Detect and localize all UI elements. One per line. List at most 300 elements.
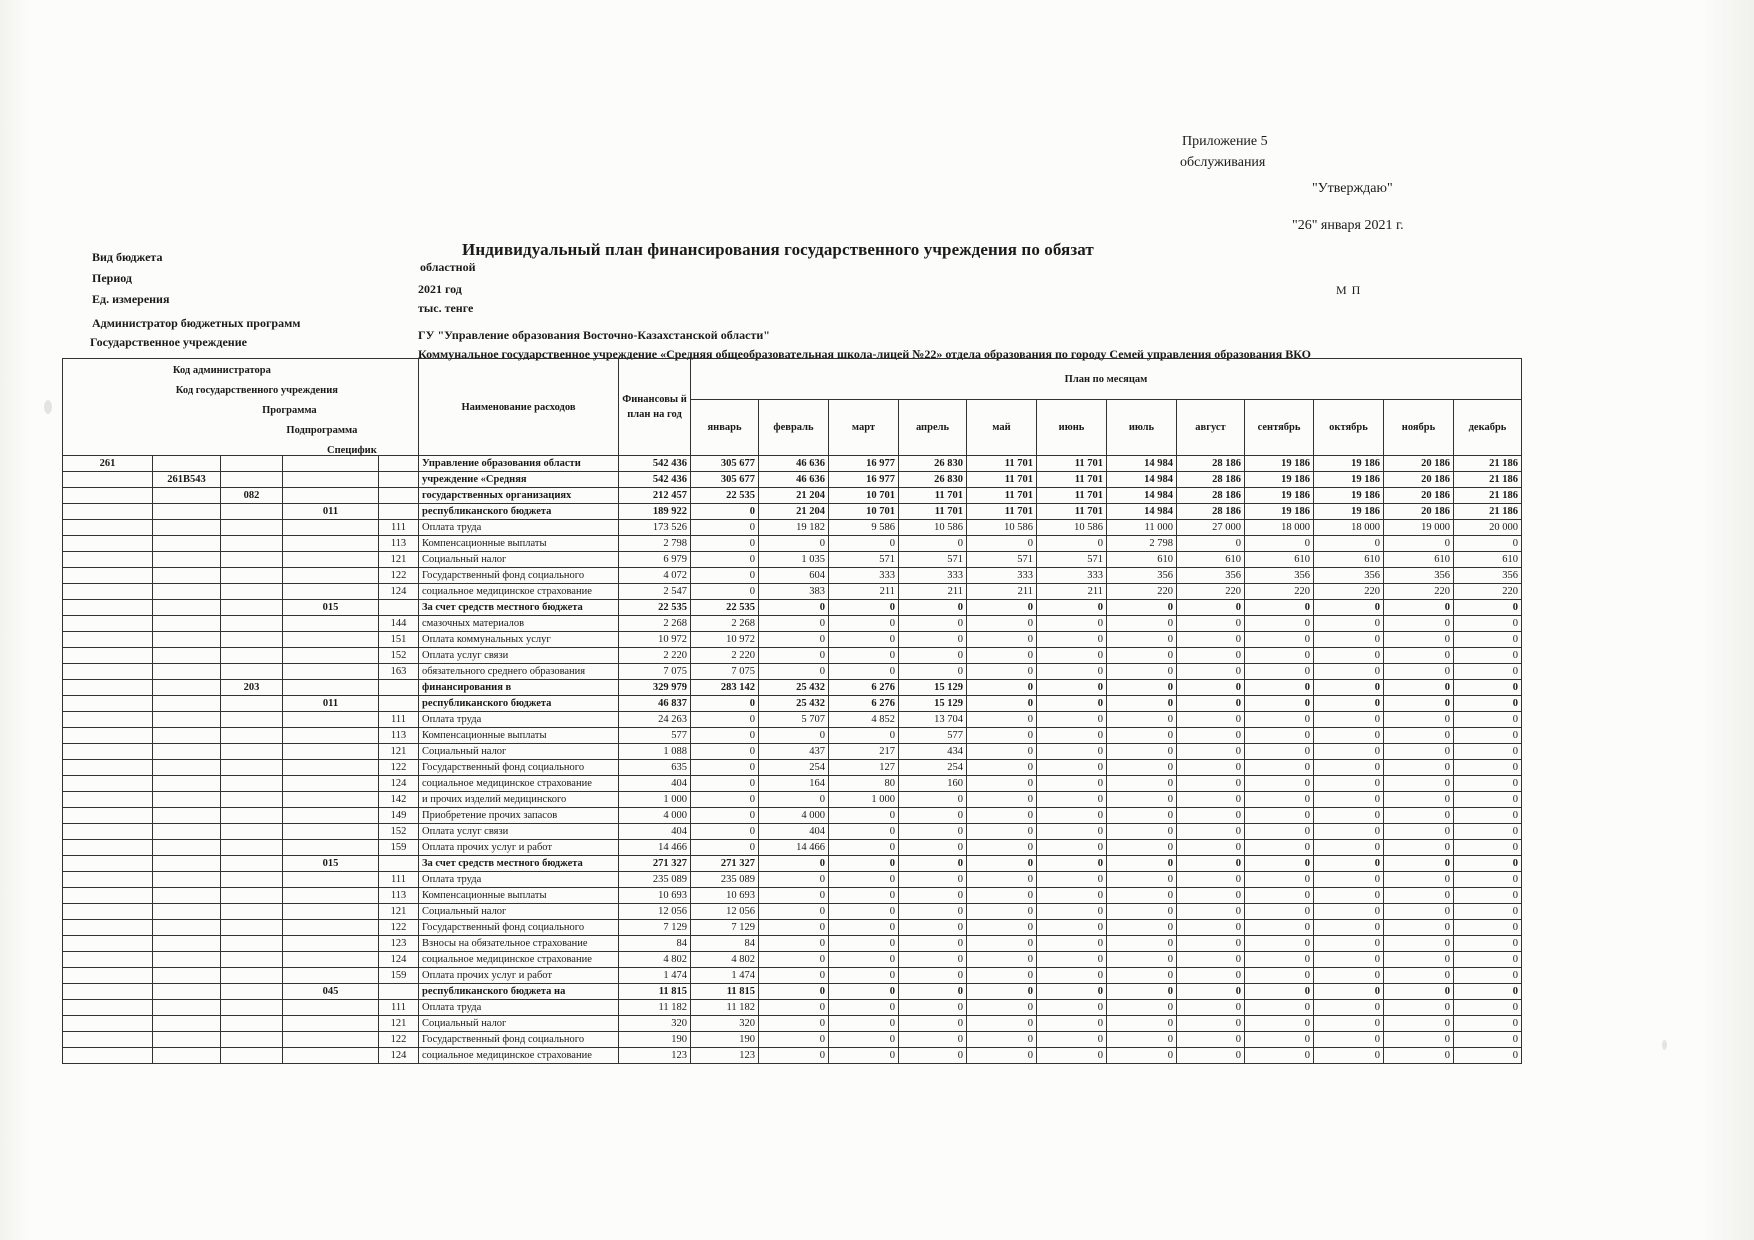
- month-value-cell: 19 186: [1245, 504, 1314, 520]
- month-value-cell: 2 220: [691, 648, 759, 664]
- month-value-cell: 0: [1177, 888, 1245, 904]
- month-value-cell: 0: [1245, 920, 1314, 936]
- table-row: [63, 808, 1522, 824]
- month-value-cell: 0: [1314, 888, 1384, 904]
- table-row: [63, 712, 1522, 728]
- expense-name-cell: Управление образования области: [419, 456, 619, 472]
- code-admin-cell: [63, 760, 153, 776]
- table-row: [63, 1048, 1522, 1064]
- subprogram-cell: [283, 920, 379, 936]
- month-header: февраль: [759, 400, 829, 456]
- table-row: [63, 632, 1522, 648]
- month-value-cell: 5 707: [759, 712, 829, 728]
- table-row: [63, 584, 1522, 600]
- month-value-cell: 0: [691, 536, 759, 552]
- annual-plan-cell: 2 268: [619, 616, 691, 632]
- month-value-cell: 4 852: [829, 712, 899, 728]
- subprogram-cell: [283, 904, 379, 920]
- month-value-cell: 0: [1454, 872, 1522, 888]
- month-value-cell: 0: [1107, 824, 1177, 840]
- specific-cell: [379, 856, 419, 872]
- program-cell: [221, 472, 283, 488]
- code-admin-cell: [63, 1032, 153, 1048]
- month-value-cell: 0: [1314, 1048, 1384, 1064]
- month-value-cell: 0: [1245, 648, 1314, 664]
- specific-cell: 142: [379, 792, 419, 808]
- month-value-cell: 0: [759, 904, 829, 920]
- month-value-cell: 0: [1245, 1000, 1314, 1016]
- month-value-cell: 4 000: [759, 808, 829, 824]
- annual-plan-cell: 2 798: [619, 536, 691, 552]
- program-cell: 082: [221, 488, 283, 504]
- annual-plan-cell: 22 535: [619, 600, 691, 616]
- month-value-cell: 12 056: [691, 904, 759, 920]
- month-value-cell: 333: [1037, 568, 1107, 584]
- code-institution-cell: [153, 920, 221, 936]
- month-value-cell: 0: [691, 728, 759, 744]
- month-value-cell: 437: [759, 744, 829, 760]
- program-cell: [221, 744, 283, 760]
- month-value-cell: 254: [759, 760, 829, 776]
- code-admin-cell: [63, 712, 153, 728]
- subprogram-cell: [283, 584, 379, 600]
- month-value-cell: 0: [1384, 760, 1454, 776]
- expense-name-cell: обязательного среднего образования: [419, 664, 619, 680]
- program-cell: [221, 856, 283, 872]
- specific-cell: [379, 456, 419, 472]
- month-value-cell: 26 830: [899, 472, 967, 488]
- code-institution-cell: [153, 1016, 221, 1032]
- month-value-cell: 0: [1177, 664, 1245, 680]
- specific-cell: 151: [379, 632, 419, 648]
- code-institution-cell: [153, 680, 221, 696]
- month-value-cell: 0: [1107, 648, 1177, 664]
- month-header: май: [967, 400, 1037, 456]
- month-value-cell: 0: [1384, 984, 1454, 1000]
- table-row: [63, 1000, 1522, 1016]
- month-value-cell: 0: [1245, 744, 1314, 760]
- meta-label-institution: Государственное учреждение: [90, 335, 247, 349]
- month-value-cell: 46 636: [759, 456, 829, 472]
- month-value-cell: 11 000: [1107, 520, 1177, 536]
- code-admin-cell: [63, 1048, 153, 1064]
- code-institution-cell: [153, 1000, 221, 1016]
- code-institution-cell: 261B543: [153, 472, 221, 488]
- month-value-cell: 0: [1037, 648, 1107, 664]
- month-value-cell: 0: [967, 792, 1037, 808]
- month-value-cell: 0: [1245, 632, 1314, 648]
- month-value-cell: 0: [759, 600, 829, 616]
- program-cell: [221, 568, 283, 584]
- financing-plan-table: [62, 358, 1522, 1064]
- annual-plan-cell: 10 693: [619, 888, 691, 904]
- expense-name-cell: Приобретение прочих запасов: [419, 808, 619, 824]
- program-cell: [221, 888, 283, 904]
- code-institution-cell: [153, 456, 221, 472]
- subprogram-cell: [283, 760, 379, 776]
- expense-name-cell: Государственный фонд социального: [419, 920, 619, 936]
- code-institution-cell: [153, 984, 221, 1000]
- program-header: Программа: [262, 405, 317, 416]
- month-value-cell: 235 089: [691, 872, 759, 888]
- code-institution-cell: [153, 536, 221, 552]
- specific-cell: [379, 696, 419, 712]
- meta-label-administrator: Администратор бюджетных программ: [92, 316, 301, 330]
- code-institution-cell: [153, 904, 221, 920]
- table-row: [63, 856, 1522, 872]
- month-value-cell: 0: [1384, 664, 1454, 680]
- code-institution-cell: [153, 520, 221, 536]
- month-value-cell: 0: [1107, 984, 1177, 1000]
- month-value-cell: 0: [967, 648, 1037, 664]
- month-value-cell: 15 129: [899, 680, 967, 696]
- month-value-cell: 0: [759, 1048, 829, 1064]
- month-value-cell: 0: [1314, 680, 1384, 696]
- month-value-cell: 0: [1384, 888, 1454, 904]
- table-row: [63, 968, 1522, 984]
- month-value-cell: 0: [1384, 728, 1454, 744]
- month-value-cell: 0: [1037, 904, 1107, 920]
- month-value-cell: 19 186: [1314, 504, 1384, 520]
- month-value-cell: 0: [899, 1032, 967, 1048]
- month-value-cell: 10 586: [1037, 520, 1107, 536]
- annual-plan-cell: 1 474: [619, 968, 691, 984]
- month-value-cell: 0: [899, 856, 967, 872]
- month-value-cell: 0: [829, 840, 899, 856]
- month-value-cell: 0: [967, 968, 1037, 984]
- month-value-cell: 0: [1037, 936, 1107, 952]
- specific-cell: 124: [379, 584, 419, 600]
- month-value-cell: 11 701: [967, 504, 1037, 520]
- month-value-cell: 0: [759, 1000, 829, 1016]
- month-value-cell: 18 000: [1314, 520, 1384, 536]
- month-value-cell: 0: [1107, 1000, 1177, 1016]
- month-value-cell: 0: [899, 632, 967, 648]
- month-value-cell: 356: [1245, 568, 1314, 584]
- month-value-cell: 0: [899, 664, 967, 680]
- month-value-cell: 0: [1384, 680, 1454, 696]
- month-value-cell: 434: [899, 744, 967, 760]
- month-value-cell: 0: [1454, 536, 1522, 552]
- month-value-cell: 0: [759, 728, 829, 744]
- month-value-cell: 0: [1454, 1016, 1522, 1032]
- month-value-cell: 28 186: [1177, 472, 1245, 488]
- code-institution-cell: [153, 936, 221, 952]
- code-admin-cell: 261: [63, 456, 153, 472]
- month-value-cell: 217: [829, 744, 899, 760]
- month-value-cell: 0: [967, 728, 1037, 744]
- table-row: [63, 888, 1522, 904]
- expense-name-cell: Социальный налог: [419, 1016, 619, 1032]
- month-value-cell: 0: [691, 792, 759, 808]
- specific-cell: 124: [379, 952, 419, 968]
- code-institution-cell: [153, 840, 221, 856]
- month-value-cell: 0: [759, 888, 829, 904]
- annual-plan-cell: 577: [619, 728, 691, 744]
- program-cell: [221, 1000, 283, 1016]
- month-value-cell: 0: [1454, 904, 1522, 920]
- month-value-cell: 220: [1454, 584, 1522, 600]
- annual-plan-cell: 7 075: [619, 664, 691, 680]
- annual-plan-cell: 11 815: [619, 984, 691, 1000]
- month-value-cell: 0: [829, 968, 899, 984]
- month-value-cell: 10 701: [829, 504, 899, 520]
- code-institution-cell: [153, 776, 221, 792]
- month-value-cell: 356: [1107, 568, 1177, 584]
- expense-name-cell: Социальный налог: [419, 904, 619, 920]
- program-cell: [221, 616, 283, 632]
- month-value-cell: 0: [759, 1016, 829, 1032]
- month-value-cell: 0: [1037, 920, 1107, 936]
- month-value-cell: 0: [1384, 936, 1454, 952]
- code-institution-cell: [153, 712, 221, 728]
- meta-label-budget-type: Вид бюджета: [92, 250, 163, 264]
- month-value-cell: 0: [1454, 1000, 1522, 1016]
- code-admin-cell: [63, 504, 153, 520]
- month-value-cell: 20 000: [1454, 520, 1522, 536]
- annual-plan-cell: 2 547: [619, 584, 691, 600]
- month-value-cell: 0: [1245, 1032, 1314, 1048]
- month-value-cell: 11 701: [967, 472, 1037, 488]
- month-value-cell: 0: [1177, 968, 1245, 984]
- expense-name-cell: Оплата прочих услуг и работ: [419, 968, 619, 984]
- annual-plan-cell: 1 088: [619, 744, 691, 760]
- annual-plan-cell: 4 072: [619, 568, 691, 584]
- month-value-cell: 0: [1037, 792, 1107, 808]
- month-value-cell: 26 830: [899, 456, 967, 472]
- month-value-cell: 0: [1454, 840, 1522, 856]
- meta-value-unit: тыс. тенге: [418, 301, 474, 315]
- program-cell: [221, 504, 283, 520]
- month-value-cell: 0: [1314, 776, 1384, 792]
- month-value-cell: 21 204: [759, 504, 829, 520]
- subprogram-cell: [283, 744, 379, 760]
- month-value-cell: 0: [1384, 856, 1454, 872]
- month-value-cell: 0: [967, 888, 1037, 904]
- month-value-cell: 0: [1314, 824, 1384, 840]
- annual-plan-cell: 173 526: [619, 520, 691, 536]
- month-value-cell: 20 186: [1384, 504, 1454, 520]
- annual-plan-cell: 542 436: [619, 456, 691, 472]
- month-value-cell: 0: [967, 808, 1037, 824]
- month-value-cell: 19 186: [1314, 472, 1384, 488]
- month-value-cell: 0: [899, 840, 967, 856]
- table-row: [63, 648, 1522, 664]
- code-admin-cell: [63, 1016, 153, 1032]
- program-cell: [221, 872, 283, 888]
- month-value-cell: 356: [1384, 568, 1454, 584]
- table-row: [63, 616, 1522, 632]
- subprogram-cell: [283, 1032, 379, 1048]
- code-admin-cell: [63, 1000, 153, 1016]
- month-value-cell: 0: [691, 584, 759, 600]
- month-value-cell: 0: [1107, 632, 1177, 648]
- subprogram-cell: 015: [283, 600, 379, 616]
- program-cell: [221, 728, 283, 744]
- month-value-cell: 0: [1245, 696, 1314, 712]
- month-value-cell: 0: [1384, 968, 1454, 984]
- table-row: [63, 1032, 1522, 1048]
- month-value-cell: 0: [829, 856, 899, 872]
- month-value-cell: 0: [1245, 728, 1314, 744]
- specific-header: Специфик: [327, 445, 377, 456]
- code-institution-cell: [153, 488, 221, 504]
- subprogram-cell: 011: [283, 504, 379, 520]
- month-value-cell: 0: [1384, 776, 1454, 792]
- month-value-cell: 0: [1177, 744, 1245, 760]
- code-admin-cell: [63, 552, 153, 568]
- month-value-cell: 0: [1245, 888, 1314, 904]
- month-value-cell: 0: [1037, 776, 1107, 792]
- month-value-cell: 0: [691, 760, 759, 776]
- month-value-cell: 0: [899, 616, 967, 632]
- subprogram-cell: [283, 952, 379, 968]
- month-value-cell: 0: [829, 1032, 899, 1048]
- code-institution-cell: [153, 552, 221, 568]
- program-cell: [221, 1032, 283, 1048]
- month-value-cell: 0: [899, 1016, 967, 1032]
- month-value-cell: 0: [1245, 776, 1314, 792]
- month-value-cell: 0: [1037, 840, 1107, 856]
- month-value-cell: 25 432: [759, 696, 829, 712]
- month-value-cell: 0: [1384, 600, 1454, 616]
- month-value-cell: 0: [829, 536, 899, 552]
- month-value-cell: 0: [1177, 712, 1245, 728]
- month-value-cell: 0: [1177, 872, 1245, 888]
- code-institution-cell: [153, 600, 221, 616]
- expense-name-cell: республиканского бюджета на: [419, 984, 619, 1000]
- month-value-cell: 0: [967, 1000, 1037, 1016]
- month-value-cell: 0: [1245, 792, 1314, 808]
- month-value-cell: 0: [1245, 680, 1314, 696]
- month-value-cell: 0: [829, 808, 899, 824]
- subprogram-cell: [283, 840, 379, 856]
- month-value-cell: 0: [1384, 632, 1454, 648]
- month-value-cell: 0: [1177, 776, 1245, 792]
- month-value-cell: 0: [1384, 840, 1454, 856]
- month-value-cell: 0: [1314, 1000, 1384, 1016]
- code-admin-cell: [63, 520, 153, 536]
- month-value-cell: 0: [1037, 1016, 1107, 1032]
- month-value-cell: 0: [691, 568, 759, 584]
- expense-name-cell: Государственный фонд социального: [419, 760, 619, 776]
- month-value-cell: 19 186: [1245, 488, 1314, 504]
- month-value-cell: 0: [1384, 536, 1454, 552]
- month-value-cell: 0: [1245, 824, 1314, 840]
- month-value-cell: 0: [1245, 904, 1314, 920]
- annual-plan-cell: 212 457: [619, 488, 691, 504]
- month-value-cell: 14 466: [759, 840, 829, 856]
- subprogram-cell: [283, 456, 379, 472]
- month-value-cell: 0: [829, 984, 899, 1000]
- expense-name-cell: социальное медицинское страхование: [419, 1048, 619, 1064]
- annual-plan-cell: 6 979: [619, 552, 691, 568]
- code-institution-cell: [153, 728, 221, 744]
- month-value-cell: 0: [1177, 1032, 1245, 1048]
- program-cell: [221, 936, 283, 952]
- specific-cell: 122: [379, 568, 419, 584]
- meta-value-budget-type: областной: [420, 260, 476, 274]
- month-value-cell: 0: [1454, 856, 1522, 872]
- month-value-cell: 0: [1177, 824, 1245, 840]
- annual-plan-cell: 4 802: [619, 952, 691, 968]
- month-header: октябрь: [1314, 400, 1384, 456]
- table-row: [63, 776, 1522, 792]
- month-value-cell: 0: [1107, 664, 1177, 680]
- code-institution-header: Код государственного учреждения: [175, 385, 338, 396]
- month-value-cell: 220: [1245, 584, 1314, 600]
- month-value-cell: 571: [829, 552, 899, 568]
- expense-name-cell: Оплата услуг связи: [419, 824, 619, 840]
- program-cell: [221, 1016, 283, 1032]
- program-cell: 203: [221, 680, 283, 696]
- month-value-cell: 0: [1245, 872, 1314, 888]
- month-value-cell: 0: [1454, 792, 1522, 808]
- month-value-cell: 0: [829, 648, 899, 664]
- month-header: июль: [1107, 400, 1177, 456]
- month-value-cell: 0: [1384, 1048, 1454, 1064]
- month-value-cell: 10 693: [691, 888, 759, 904]
- month-value-cell: 14 984: [1107, 504, 1177, 520]
- specific-cell: 113: [379, 728, 419, 744]
- subprogram-cell: [283, 808, 379, 824]
- month-value-cell: 0: [967, 856, 1037, 872]
- month-value-cell: 0: [1245, 840, 1314, 856]
- month-value-cell: 0: [1037, 616, 1107, 632]
- code-admin-cell: [63, 936, 153, 952]
- month-value-cell: 46 636: [759, 472, 829, 488]
- expense-name-cell: Оплата прочих услуг и работ: [419, 840, 619, 856]
- month-value-cell: 0: [1177, 984, 1245, 1000]
- month-value-cell: 0: [691, 808, 759, 824]
- month-value-cell: 10 701: [829, 488, 899, 504]
- month-value-cell: 19 186: [1314, 456, 1384, 472]
- specific-cell: 124: [379, 1048, 419, 1064]
- month-value-cell: 211: [967, 584, 1037, 600]
- specific-cell: 159: [379, 840, 419, 856]
- month-value-cell: 0: [1454, 696, 1522, 712]
- code-institution-cell: [153, 1048, 221, 1064]
- month-header: ноябрь: [1384, 400, 1454, 456]
- month-value-cell: 10 972: [691, 632, 759, 648]
- month-value-cell: 0: [759, 632, 829, 648]
- expense-name-cell: республиканского бюджета: [419, 504, 619, 520]
- table-row: [63, 696, 1522, 712]
- month-value-cell: 0: [967, 616, 1037, 632]
- month-value-cell: 0: [1177, 904, 1245, 920]
- month-value-cell: 0: [759, 968, 829, 984]
- code-admin-cell: [63, 824, 153, 840]
- code-institution-cell: [153, 856, 221, 872]
- month-value-cell: 0: [1037, 872, 1107, 888]
- table-row: [63, 488, 1522, 504]
- month-value-cell: 0: [829, 664, 899, 680]
- code-admin-cell: [63, 696, 153, 712]
- month-value-cell: 0: [1177, 1000, 1245, 1016]
- annual-plan-cell: 46 837: [619, 696, 691, 712]
- subprogram-cell: [283, 616, 379, 632]
- month-header: август: [1177, 400, 1245, 456]
- month-value-cell: 6 276: [829, 696, 899, 712]
- specific-cell: 122: [379, 920, 419, 936]
- month-value-cell: 0: [1384, 712, 1454, 728]
- specific-cell: [379, 984, 419, 1000]
- code-institution-cell: [153, 616, 221, 632]
- meta-value-administrator: ГУ "Управление образования Восточно-Казахстанской области": [418, 328, 770, 342]
- month-value-cell: 0: [1384, 616, 1454, 632]
- month-value-cell: 21 186: [1454, 488, 1522, 504]
- program-cell: [221, 520, 283, 536]
